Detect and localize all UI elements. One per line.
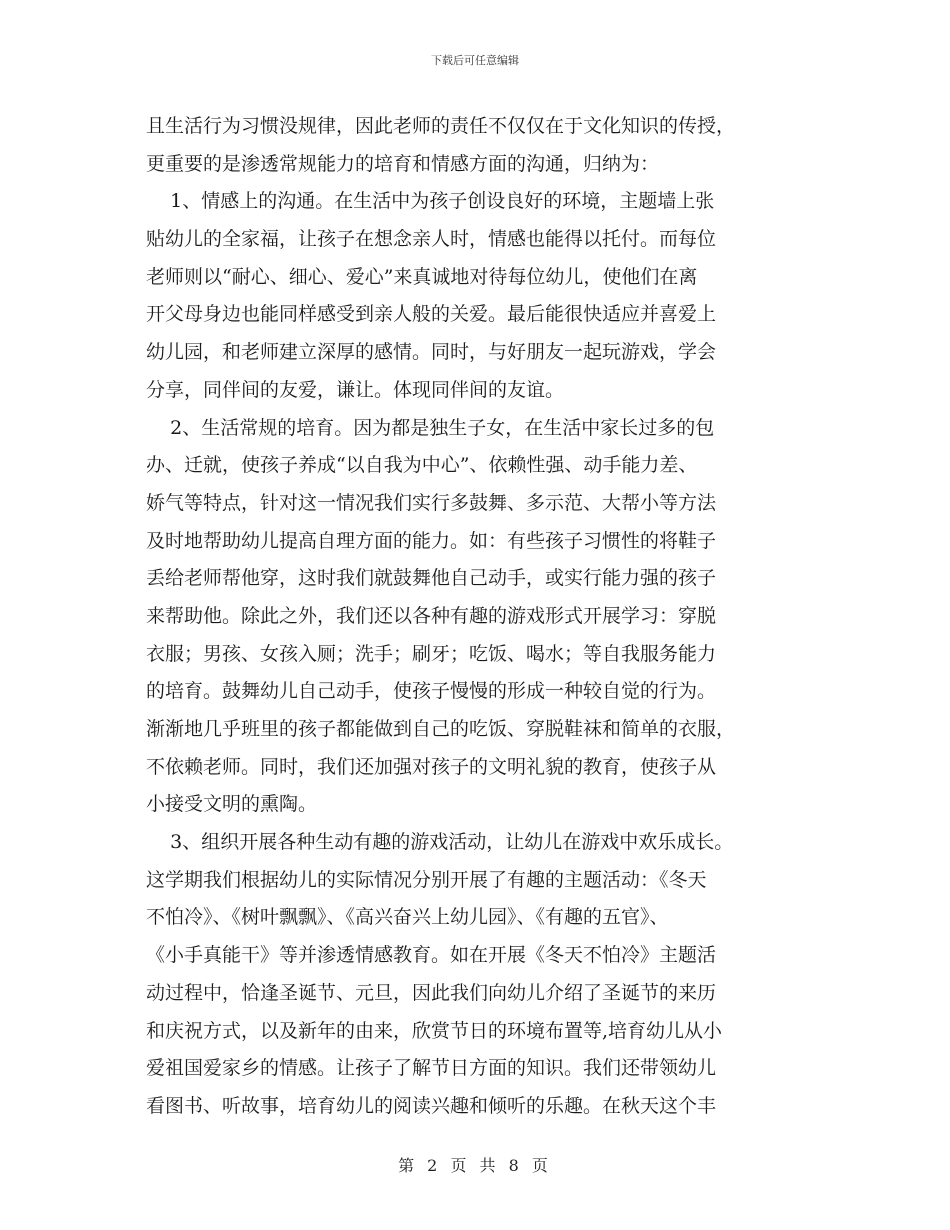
text-line: 来帮助他。除此之外，我们还以各种有趣的游戏形式开展学习：穿脱 [146, 604, 717, 627]
text-line: 小接受文明的熏陶。 [146, 793, 318, 816]
text-line: 丢给老师帮他穿，这时我们就鼓舞他自己动手，或实行能力强的孩子 [146, 567, 717, 590]
text-line: 和庆祝方式，以及新年的由来，欣赏节日的环境布置等,培育幼儿从小 [146, 1019, 723, 1042]
text-line: 老师则以“耐心、细心、爱心”来真诚地对待每位幼儿，使他们在离 [146, 265, 698, 288]
text-line: 1、情感上的沟通。在生活中为孩子创设良好的环境，主题墙上张 [146, 190, 715, 213]
text-line: 开父母身边也能同样感受到亲人般的关爱。最后能很快适应并喜爱上 [146, 303, 717, 326]
text-line: 这学期我们根据幼儿的实际情况分别开展了有趣的主题活动：《冬天 [146, 868, 707, 891]
text-line: 爱祖国爱家乡的情感。让孩子了解节日方面的知识。我们还带领幼儿 [146, 1057, 717, 1080]
text-line: 《小手真能干》等并渗透情感教育。如在开展《冬天不怕冷》主题活 [146, 944, 717, 967]
text-line: 分享，同伴间的友爱，谦让。体现同伴间的友谊。 [146, 378, 565, 401]
text-line: 幼儿园，和老师建立深厚的感情。同时，与好朋友一起玩游戏，学会 [146, 341, 717, 364]
text-line: 2、生活常规的培育。因为都是独生子女，在生活中家长过多的包 [146, 416, 715, 439]
page-footer: 第 2 页 共 8 页 [398, 1156, 552, 1175]
text-line: 动过程中，恰逢圣诞节、元旦，因此我们向幼儿介绍了圣诞节的来历 [146, 981, 717, 1004]
text-line: 贴幼儿的全家福，让孩子在想念亲人时，情感也能得以托付。而每位 [146, 228, 717, 251]
text-line: 且生活行为习惯没规律，因此老师的责任不仅仅在于文化知识的传授， [146, 115, 736, 137]
text-line: 及时地帮助幼儿提高自理方面的能力。如：有些孩子习惯性的将鞋子 [146, 529, 717, 552]
document-body [146, 108, 826, 1126]
text-line: 办、迁就，使孩子养成“以自我为中心”、依赖性强、动手能力差、 [146, 454, 698, 477]
text-line: 衣服；男孩、女孩入厕；洗手；刷牙；吃饭、喝水；等自我服务能力 [146, 642, 717, 665]
page-header: 下载后可任意编辑 [431, 54, 519, 67]
text-line: 3、组织开展各种生动有趣的游戏活动，让幼儿在游戏中欢乐成长。 [146, 831, 734, 854]
text-line: 不依赖老师。同时，我们还加强对孩子的文明礼貌的教育，使孩子从 [146, 755, 717, 778]
text-line: 看图书、听故事，培育幼儿的阅读兴趣和倾听的乐趣。在秋天这个丰 [146, 1094, 717, 1117]
text-line: 渐渐地几乎班里的孩子都能做到自己的吃饭、穿脱鞋袜和简单的衣服， [146, 718, 736, 740]
text-line: 娇气等特点，针对这一情况我们实行多鼓舞、多示范、大帮小等方法 [146, 491, 717, 514]
text-line: 更重要的是渗透常规能力的培育和情感方面的沟通，归纳为： [146, 152, 660, 175]
text-line: 的培育。鼓舞幼儿自己动手，使孩子慢慢的形成一种较自觉的行为。 [146, 680, 717, 703]
text-line: 不怕冷》、《树叶飘飘》、《高兴奋兴上幼儿园》、《有趣的五官》、 [146, 906, 669, 929]
